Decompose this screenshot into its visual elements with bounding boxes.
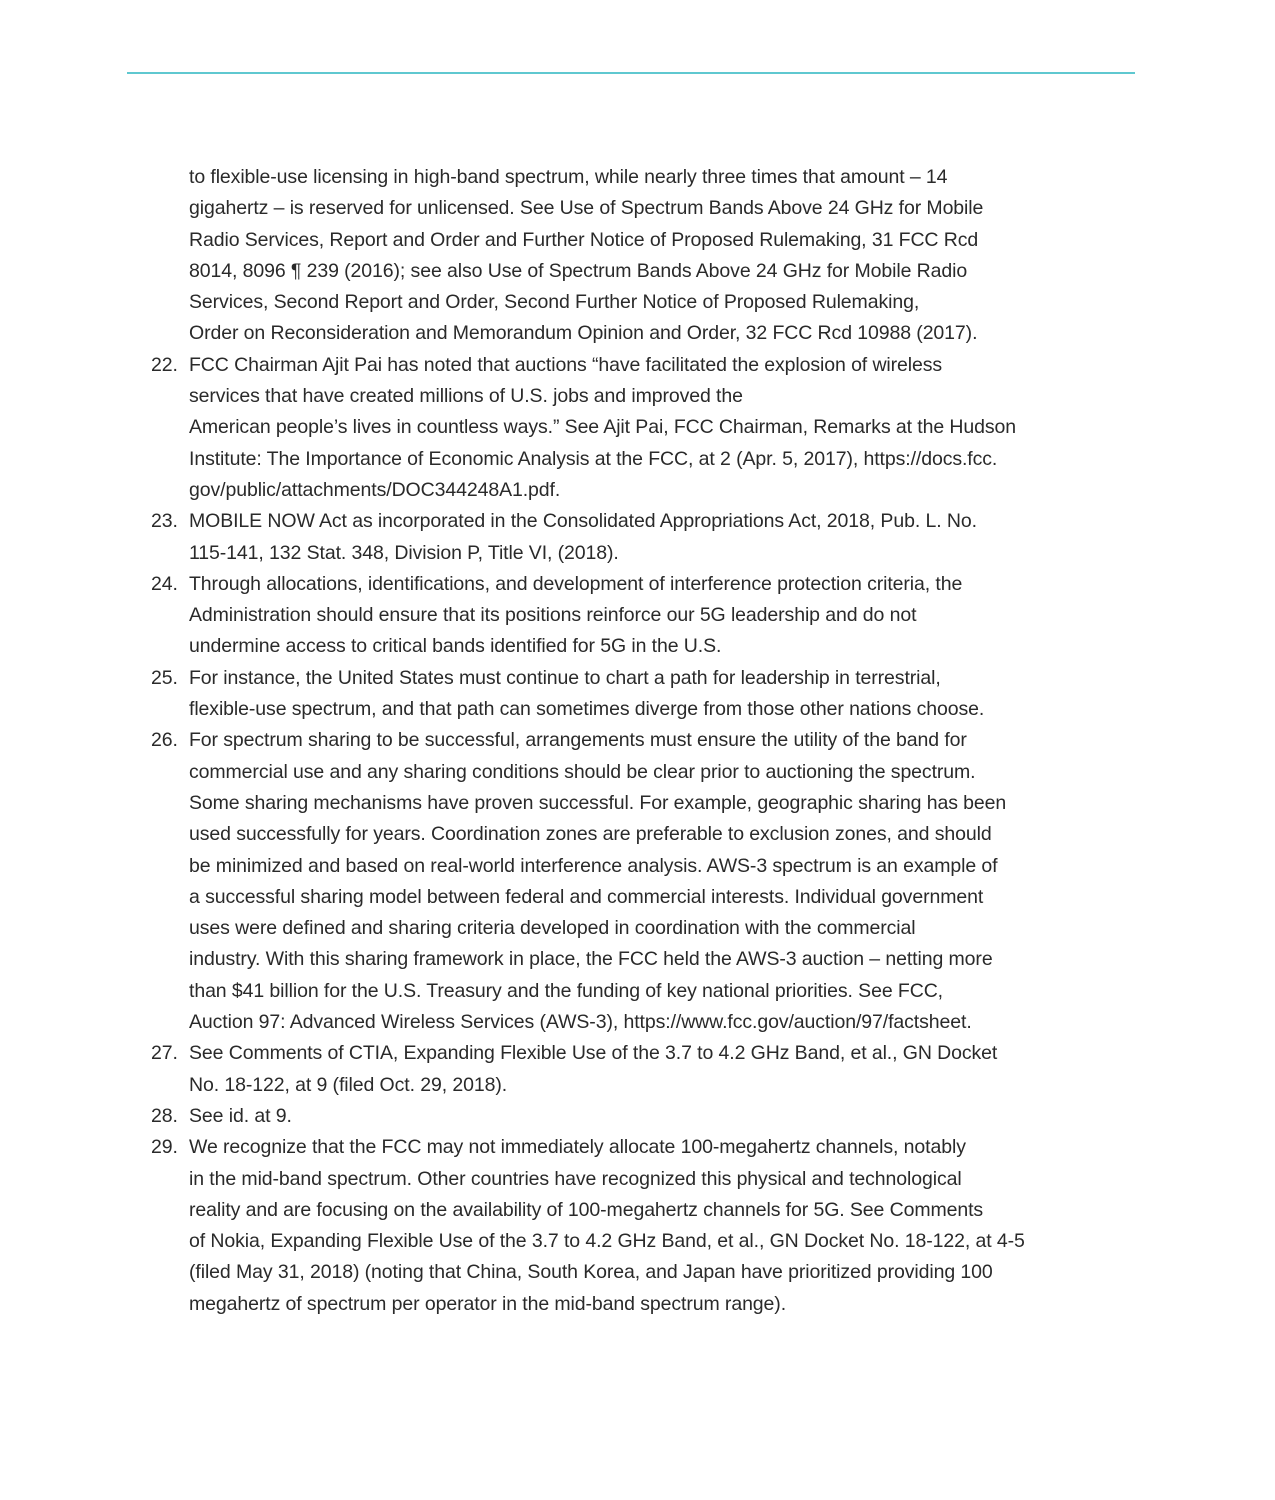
note-line: used successfully for years. Coordination zones are preferable to exclusion zones, and should — [189, 823, 992, 846]
note-line: be minimized and based on real-world interference analysis. AWS-3 spectrum is an example of — [189, 854, 998, 877]
note-text: Through allocations, identifications, and development of interference protection criteria, the — [189, 572, 963, 595]
note-number: 28. — [151, 1104, 178, 1127]
note-line: Radio Services, Report and Order and Further Notice of Proposed Rulemaking, 31 FCC Rcd — [189, 228, 979, 251]
endnotes — [151, 162, 1025, 1320]
note-line: uses were defined and sharing criteria developed in coordination with the commercial — [189, 917, 916, 940]
note-line: a successful sharing model between federal and commercial interests. Individual government — [189, 885, 984, 908]
note-line — [151, 569, 989, 600]
note-line: (filed May 31, 2018) (noting that China, South Korea, and Japan have prioritized providing 100 — [189, 1261, 993, 1284]
note-line: gov/public/attachments/DOC344248A1.pdf. — [189, 478, 561, 501]
note-line: undermine access to critical bands identified for 5G in the U.S. — [189, 635, 722, 658]
note-number: 27. — [151, 1042, 178, 1065]
note-25 — [151, 663, 989, 726]
note-line: megahertz of spectrum per operator in the mid-band spectrum range). — [189, 1292, 787, 1315]
note-line: Some sharing mechanisms have proven successful. For example, geographic sharing has been — [189, 791, 1007, 814]
note-text: See id. at 9. — [189, 1104, 292, 1127]
note-line: to flexible-use licensing in high-band spectrum, while nearly three times that amount – 14 — [189, 166, 948, 188]
note-line — [151, 725, 989, 756]
note-number: 23. — [151, 510, 178, 533]
note-line — [151, 1132, 989, 1163]
note-27 — [151, 1038, 998, 1101]
note-number: 25. — [151, 666, 178, 689]
note-line — [151, 350, 989, 381]
note-line: gigahertz – is reserved for unlicensed. See Use of Spectrum Bands Above 24 GHz for Mobile — [189, 197, 984, 220]
note-line: American people’s lives in countless ways.” See Ajit Pai, FCC Chairman, Remarks at the Hudson — [189, 416, 1017, 439]
note-line: Institute: The Importance of Economic Analysis at the FCC, at 2 (Apr. 5, 2017), https://docs.fcc. — [189, 447, 998, 470]
note-line — [151, 506, 989, 537]
note-29 — [151, 1132, 1025, 1320]
note-text: For spectrum sharing to be successful, arrangements must ensure the utility of the band for — [189, 729, 967, 752]
note-24 — [151, 569, 989, 663]
note-line: Administration should ensure that its positions reinforce our 5G leadership and do not — [189, 604, 917, 627]
note-26 — [151, 725, 1007, 1038]
note-line: industry. With this sharing framework in place, the FCC held the AWS-3 auction – netting more — [189, 948, 993, 971]
note-line: than $41 billion for the U.S. Treasury and the funding of key national priorities. See FCC, — [189, 979, 943, 1002]
note-text: For instance, the United States must continue to chart a path for leadership in terrestrial, — [189, 666, 941, 689]
note-line: in the mid-band spectrum. Other countries have recognized this physical and technological — [189, 1167, 962, 1190]
note-line: reality and are focusing on the availability of 100-megahertz channels for 5G. See Comments — [189, 1198, 984, 1221]
note-line — [151, 1101, 989, 1132]
note-line: Auction 97: Advanced Wireless Services (AWS-3), https://www.fcc.gov/auction/97/factsheet. — [189, 1011, 972, 1034]
note-text: We recognize that the FCC may not immediately allocate 100-megahertz channels, notably — [189, 1136, 966, 1159]
note-text: See Comments of CTIA, Expanding Flexible Use of the 3.7 to 4.2 GHz Band, et al., GN Docket — [189, 1042, 998, 1065]
note-line: 115-141, 132 Stat. 348, Division P, Title VI, (2018). — [189, 541, 619, 564]
note-line: services that have created millions of U.S. jobs and improved the — [189, 385, 743, 408]
note-line: of Nokia, Expanding Flexible Use of the 3.7 to 4.2 GHz Band, et al., GN Docket No. 18-122, at 4-5 — [189, 1230, 1025, 1253]
note-number: 29. — [151, 1136, 178, 1159]
note-text: MOBILE NOW Act as incorporated in the Consolidated Appropriations Act, 2018, Pub. L. No. — [189, 510, 977, 533]
note-number: 24. — [151, 572, 178, 595]
note-line: No. 18-122, at 9 (filed Oct. 29, 2018). — [189, 1073, 508, 1096]
note-line: 8014, 8096 ¶ 239 (2016); see also Use of Spectrum Bands Above 24 GHz for Mobile Radio — [189, 259, 968, 282]
note-line: flexible-use spectrum, and that path can sometimes diverge from those other nations choose. — [189, 698, 985, 721]
note-23 — [151, 506, 989, 569]
note-line: commercial use and any sharing conditions should be clear prior to auctioning the spectrum. — [189, 760, 976, 783]
note-number: 22. — [151, 353, 178, 376]
note-line: Order on Reconsideration and Memorandum Opinion and Order, 32 FCC Rcd 10988 (2017). — [189, 322, 978, 345]
note-text: FCC Chairman Ajit Pai has noted that auctions “have facilitated the explosion of wireless — [189, 353, 943, 376]
note-continuation — [189, 162, 989, 350]
header-rule — [127, 72, 1135, 74]
note-line — [151, 1038, 998, 1069]
note-line — [151, 663, 989, 694]
note-22 — [151, 350, 1017, 506]
note-line: Services, Second Report and Order, Second Further Notice of Proposed Rulemaking, — [189, 291, 920, 314]
note-number: 26. — [151, 729, 178, 752]
note-28 — [151, 1101, 989, 1132]
